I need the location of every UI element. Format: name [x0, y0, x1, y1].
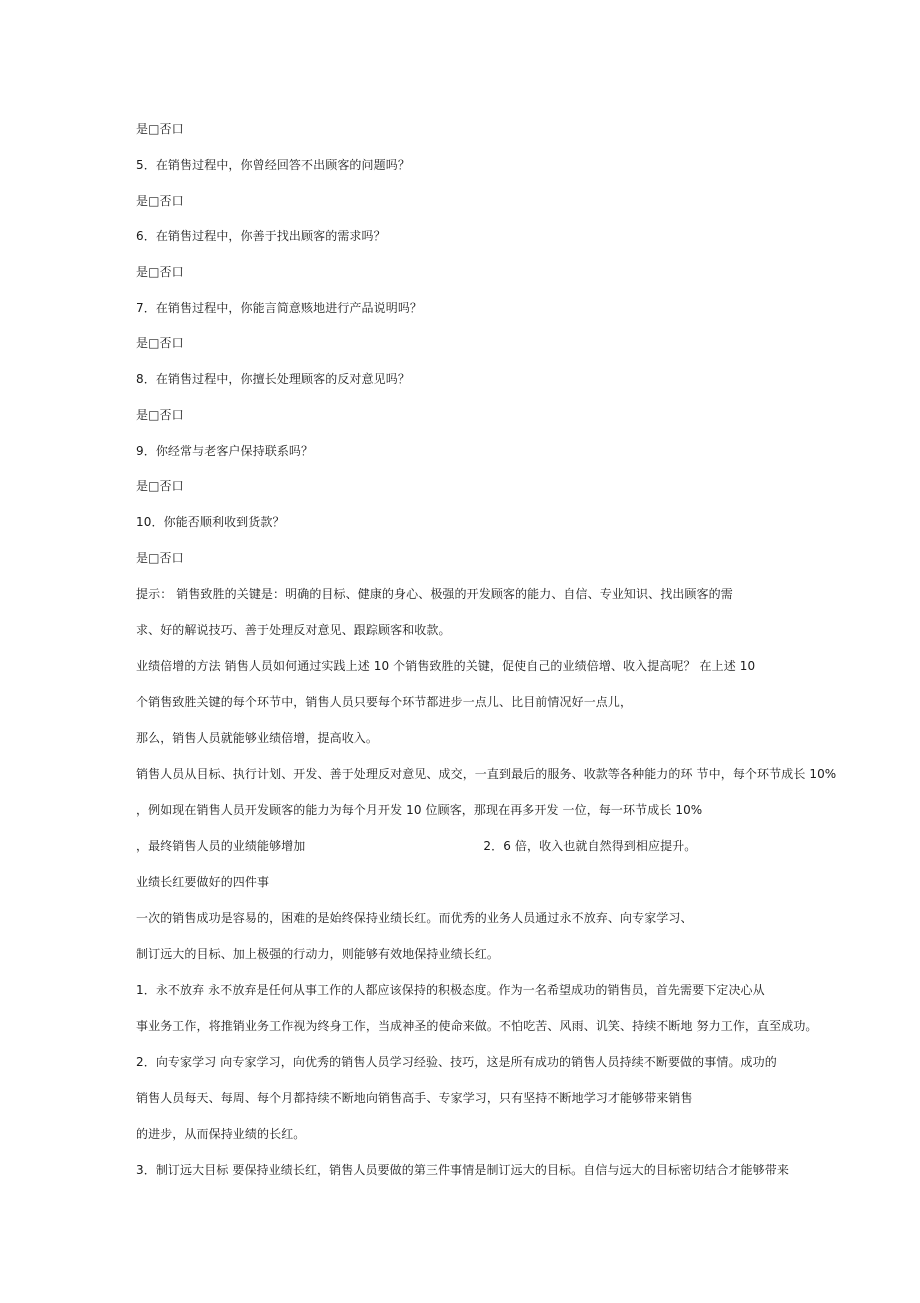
answer-options: 是□否口	[136, 408, 184, 422]
question-9: 9．你经常与老客户保持联系吗？	[136, 444, 314, 458]
growth-paragraph-line-2: ，例如现在销售人员开发顾客的能力为每个月开发 10 位顾客，那现在再多开发 一位，每一环节成长 10%	[136, 803, 703, 817]
section-heading: 业绩长红要做好的四件事	[136, 875, 270, 889]
growth-paragraph-line-1: 销售人员从目标、执行计划、开发、善于处理反对意见、成交，一直到最后的服务、收款等各种能力的环 节中，每个环节成长 10%	[136, 767, 837, 781]
point-2-line-1: 2．向专家学习 向专家学习，向优秀的销售人员学习经验、技巧，这是所有成功的销售人员持续不断要做的事情。成功的	[136, 1055, 777, 1069]
question-6: 6．在销售过程中，你善于找出顾客的需求吗？	[136, 229, 386, 243]
double-method-line-2: 个销售致胜关键的每个环节中，销售人员只要每个环节都进步一点儿、比目前情况好一点儿，	[136, 695, 633, 709]
point-1-line-2: 事业务工作，将推销业务工作视为终身工作，当成神圣的使命来做。不怕吃苦、风雨、讥笑、持续不断地 努力工作，直至成功。	[136, 1019, 818, 1033]
double-method-line-1: 业绩倍增的方法 销售人员如何通过实践上述 10 个销售致胜的关键，促使自己的业绩倍增、收入提高呢？ 在上述 10	[136, 659, 756, 673]
tip-paragraph-line-2: 求、好的解说技巧、善于处理反对意见、跟踪顾客和收款。	[136, 623, 451, 637]
answer-options: 是□否口	[136, 122, 184, 136]
point-2-line-3: 的进步，从而保持业绩的长红。	[136, 1127, 306, 1141]
double-method-line-3: 那么，销售人员就能够业绩倍增，提高收入。	[136, 731, 379, 745]
intro-line-2: 制订远大的目标、加上极强的行动力，则能够有效地保持业绩长红。	[136, 947, 500, 961]
answer-options: 是□否口	[136, 336, 184, 350]
growth-line-right: 2．6 倍，收入也就自然得到相应提升。	[483, 839, 697, 853]
question-7: 7．在销售过程中，你能言简意赅地进行产品说明吗？	[136, 301, 423, 315]
answer-options: 是□否口	[136, 265, 184, 279]
answer-options: 是□否口	[136, 194, 184, 208]
answer-options: 是□否口	[136, 479, 184, 493]
question-8: 8．在销售过程中，你擅长处理顾客的反对意见吗？	[136, 372, 410, 386]
point-3-line-1: 3．制订远大目标 要保持业绩长红，销售人员要做的第三件事情是制订远大的目标。自信与远大的目标密切结合才能够带来	[136, 1163, 789, 1177]
question-10: 10．你能否顺利收到货款？	[136, 515, 285, 529]
point-2-line-2: 销售人员每天、每周、每个月都持续不断地向销售高手、专家学习，只有坚持不断地学习才能够带来销售	[136, 1091, 693, 1105]
growth-paragraph-line-3	[136, 838, 696, 854]
growth-line-left: ，最终销售人员的业绩能够增加	[136, 839, 306, 853]
tip-paragraph-line-1: 提示： 销售致胜的关键是：明确的目标、健康的身心、极强的开发顾客的能力、自信、专业知识、找出顾客的需	[136, 587, 733, 601]
question-5: 5．在销售过程中，你曾经回答不出顾客的问题吗？	[136, 158, 410, 172]
answer-options: 是□否口	[136, 551, 184, 565]
intro-line-1: 一次的销售成功是容易的，困难的是始终保持业绩长红。而优秀的业务人员通过永不放弃、向专家学习、	[136, 911, 693, 925]
point-1-line-1: 1．永不放弃 永不放弃是任何从事工作的人都应该保持的积极态度。作为一名希望成功的销售员，首先需要下定决心从	[136, 983, 765, 997]
